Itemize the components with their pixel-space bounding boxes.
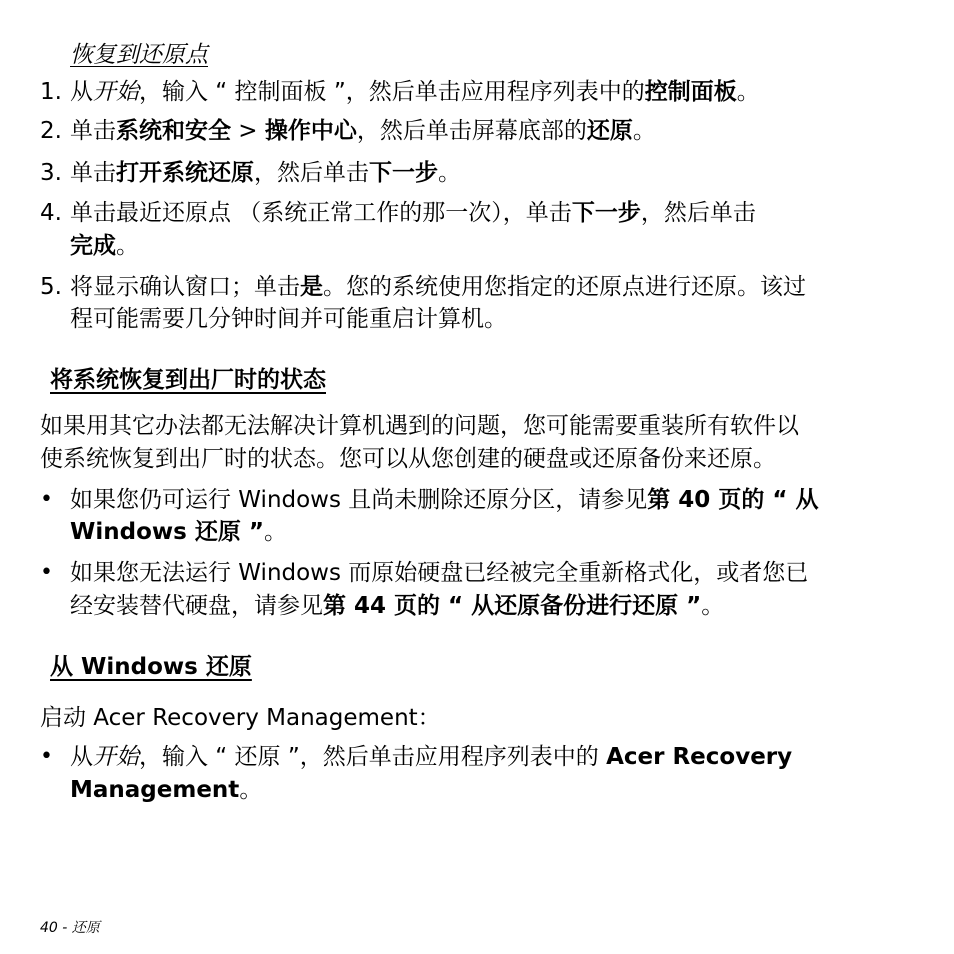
cross-reference: Windows 还原 ”: [70, 519, 264, 545]
step-text: 单击系统和安全 > 操作中心，然后单击屏幕底部的还原。: [70, 118, 656, 144]
step-text: 单击打开系统还原，然后单击下一步。: [70, 160, 461, 186]
step-number: 1.: [40, 79, 62, 105]
step-number: 2.: [40, 118, 62, 144]
paragraph-line: 使系统恢复到出厂时的状态。您可以从您创建的硬盘或还原备份来还原。: [40, 446, 776, 472]
subheading-restore-point: 恢复到还原点: [70, 42, 208, 68]
step-text: 从开始，输入 “ 控制面板 ”，然后单击应用程序列表中的控制面板。: [70, 79, 760, 105]
step-number: 4.: [40, 200, 62, 226]
page-footer: 40 - 还原: [40, 920, 100, 936]
intro-text: 启动 Acer Recovery Management：: [40, 705, 441, 731]
bullet-icon: •: [40, 560, 53, 585]
paragraph-line: 如果用其它办法都无法解决计算机遇到的问题，您可能需要重装所有软件以: [40, 413, 799, 439]
step-number: 3.: [40, 160, 62, 186]
step-text: 单击最近还原点 （系统正常工作的那一次），单击下一步，然后单击: [70, 200, 756, 226]
step-number: 5.: [40, 274, 62, 300]
section-heading-restore-from-windows: 从 Windows 还原: [50, 654, 252, 680]
cross-reference: 第 44 页的 “ 从还原备份进行还原 ”: [323, 593, 702, 619]
bullet-icon: •: [40, 744, 53, 769]
step-text: 将显示确认窗口；单击是。您的系统使用您指定的还原点进行还原。该过: [70, 274, 806, 300]
section-heading-factory-restore: 将系统恢复到出厂时的状态: [50, 367, 326, 393]
cross-reference: 第 40 页的 “ 从: [647, 487, 819, 513]
bullet-icon: •: [40, 487, 53, 512]
